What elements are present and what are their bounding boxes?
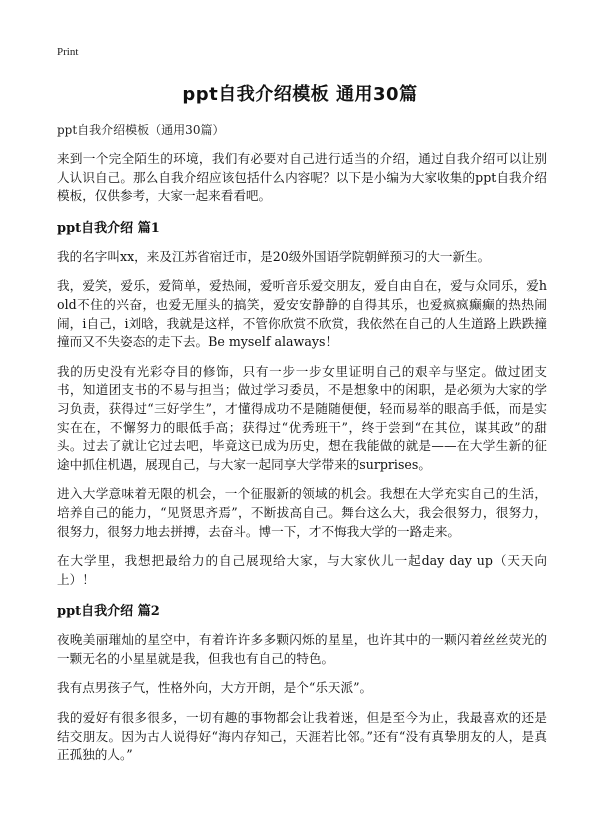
intro-paragraph: 来到一个完全陌生的环境，我们有必要对自己进行适当的介绍，通过自我介绍可以让别人认识自己。那么自我介绍应该包括什么内容呢？以下是小编为大家收集的ppt自我介绍模板，仅供参考，大家一起来看看吧。 [57,151,547,204]
paragraph: 我，爱笑，爱乐，爱简单，爱热闹，爱听音乐爱交朋友，爱自由自在，爱与众同乐，爱hold不住的兴奋，也爱无厘头的搞笑，爱安安静静的自得其乐，也爱疯疯癫癫的热热闹闹，i自己，i刘晗，我就是这样，不管你欣赏不欣赏，我依然在自己的人生道路上跌跌撞撞而又不失姿态的走下去。Be myself alaways！ [57,278,547,350]
section-heading: ppt自我介绍 篇2 [57,604,160,620]
paragraph: 夜晚美丽璀灿的星空中，有着许许多多颗闪烁的星星，也许其中的一颗闪着丝丝荧光的一颗无名的小星星就是我，但我也有自己的特色。 [57,632,547,666]
paragraph: 我有点男孩子气，性格外向，大方开朗，是个“乐天派”。 [57,680,373,696]
paragraph: 在大学里，我想把最给力的自己展现给大家，与大家伙儿一起day day up（天天向上）！ [57,553,547,587]
paragraph: 我的名字叫xx，来及江苏省宿迁市，是20级外国语学院朝鲜预习的大一新生。 [57,248,491,264]
print-link[interactable]: Print [57,46,79,58]
page-title: ppt自我介绍模板 通用30篇 [182,84,418,105]
paragraph: 我的爱好有很多很多，一切有趣的事物都会让我着迷，但是至今为止，我最喜欢的还是结交朋友。因为古人说得好“海内存知己，天涯若比邻。”还有“没有真挚朋友的人，是真正孤独的人。” [57,710,547,763]
document-body [57,122,547,776]
paragraph: 进入大学意味着无限的机会，一个征服新的领域的机会。我想在大学充实自己的生活，培养自己的能力，“见贤思齐焉”，不断拔高自己。舞台这么大，我会很努力，很努力，很努力，很努力地去拼搏，去奋斗。博一下，才不悔我大学的一路走来。 [57,486,547,539]
document-subtitle: ppt自我介绍模板（通用30篇） [57,123,225,137]
paragraph: 我的历史没有光彩夺目的修饰，只有一步一步女里证明自己的艰辛与坚定。做过团支书，知道团支书的不易与担当；做过学习委员，不是想象中的闲职，是必须为大家的学习负责，获得过“三好学生”，才懂得成功不是随随便便，轻而易举的眼高手低，而是实实在在，不懈努力的眼低手高；获得过“优秀班干”，终于尝到“在其位，谋其政”的甜头。过去了就让它过去吧，毕竟这已成为历史，想在我能做的就是——在大学生新的征途中抓住机遇，展现自己，与大家一起同享大学带来的surprises。 [57,363,547,472]
section-heading: ppt自我介绍 篇1 [57,220,160,236]
